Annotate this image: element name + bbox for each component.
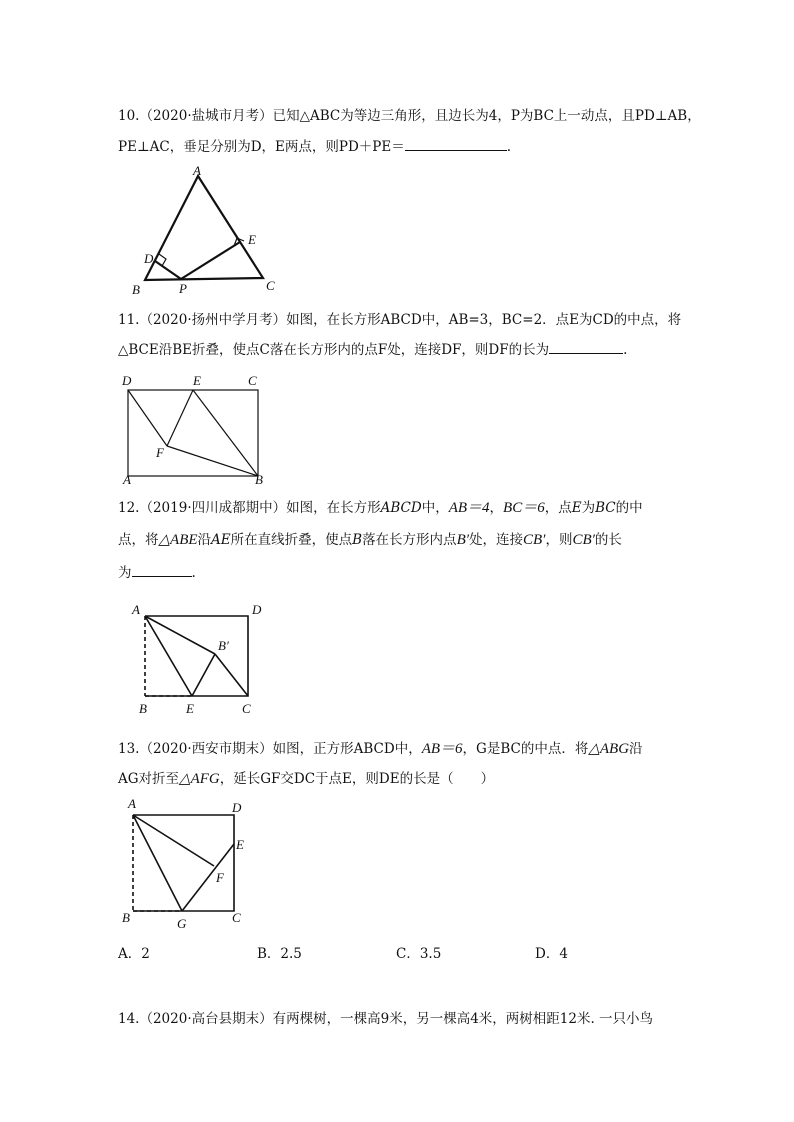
q12-line1-h: 的中 bbox=[615, 500, 643, 516]
q12-text-line1 bbox=[118, 498, 643, 518]
q10-label-d: D bbox=[144, 251, 154, 266]
q13-label-d: D bbox=[232, 800, 242, 815]
q13-line1-c: 沿 bbox=[629, 741, 643, 757]
q13-line1-a: 13.（2020·西安市期末）如图，正方形ABCD中， bbox=[118, 741, 422, 757]
q11-line2-post: . bbox=[623, 342, 628, 358]
q10-line2-pre: PE⊥AC，垂足分别为D，E两点，则PD＋PE＝ bbox=[118, 139, 405, 155]
q13-eq-ab: AB＝6 bbox=[421, 741, 463, 757]
q10-text-line2 bbox=[118, 136, 511, 157]
q12-eq-ab: AB＝4 bbox=[448, 500, 490, 516]
q12-line2-h: ，则 bbox=[545, 532, 573, 548]
q12-rectangle-abcd bbox=[145, 616, 248, 696]
q13-segment-ge bbox=[182, 844, 234, 911]
q11-label-c: C bbox=[248, 373, 257, 388]
q12-figure bbox=[130, 600, 280, 718]
q12-line1-b: ABCD bbox=[380, 500, 422, 516]
q13-tri-abg: △ABG bbox=[588, 741, 630, 757]
q12-cbprime-1: CB′ bbox=[523, 532, 546, 548]
q13-choice-d: D．4 bbox=[535, 946, 568, 962]
q12-line1-e: E bbox=[571, 500, 582, 516]
q10-text-line1: 10.（2020·盐城市月考）已知△ABC为等边三角形，且边长为4，P为BC上一动点，且PD⊥AB， bbox=[118, 108, 701, 124]
q12-tri-abe: △ABE bbox=[158, 532, 198, 548]
q11-figure bbox=[118, 368, 278, 488]
q11-label-b: B bbox=[255, 472, 263, 487]
q11-rectangle-abcd bbox=[128, 390, 258, 476]
q13-tri-afg: △AFG bbox=[179, 771, 220, 787]
q13-line2-b: ，延长GF交DC于点E，则DE的长是（ ） bbox=[219, 771, 495, 787]
q12-text-line3 bbox=[118, 562, 196, 583]
q10-segment-pe bbox=[181, 242, 240, 279]
q12-line2-d: 所在直线折叠，使点 bbox=[230, 532, 353, 548]
q12-line3-pre: 为 bbox=[118, 565, 132, 581]
q12-line2-b: 沿 bbox=[197, 532, 212, 548]
q12-line1-c: 中， bbox=[421, 500, 449, 516]
q12-segment-bprime-e bbox=[192, 654, 215, 696]
q13-choice-a: A．2 bbox=[118, 946, 150, 962]
q11-segment-fe bbox=[167, 390, 193, 446]
q13-choice-b: B．2.5 bbox=[257, 946, 302, 962]
q11-label-f: F bbox=[156, 445, 164, 460]
q12-label-d: D bbox=[252, 602, 262, 617]
q12-line2-i: 的长 bbox=[594, 532, 622, 548]
q12-line1-a: 12.（2019·四川成都期中）如图，在长方形 bbox=[118, 500, 381, 516]
q12-answer-blank bbox=[132, 562, 192, 577]
q11-label-d: D bbox=[122, 373, 132, 388]
q10-answer-blank bbox=[405, 136, 507, 151]
q12-line1-d: ，点 bbox=[544, 500, 572, 516]
q12-label-c: C bbox=[242, 701, 251, 716]
q11-segment-df bbox=[128, 390, 167, 446]
q12-line3-post: . bbox=[191, 565, 196, 581]
q12-line1-f: 为 bbox=[581, 500, 596, 516]
q10-label-b: B bbox=[132, 282, 140, 297]
q12-label-b: B bbox=[139, 701, 147, 716]
q12-label-e: E bbox=[186, 701, 194, 716]
q11-text-line1: 11.（2020·扬州中学月考）如图，在长方形ABCD中，AB=3，BC=2．点E为CD的中点，将 bbox=[118, 312, 682, 328]
q13-text-line2 bbox=[118, 769, 494, 789]
q11-segment-eb bbox=[193, 390, 258, 476]
q13-label-g: G bbox=[177, 916, 187, 931]
q12-sep: ， bbox=[489, 500, 504, 516]
q12-label-a: A bbox=[132, 602, 140, 617]
q12-text-line2 bbox=[118, 530, 622, 550]
q12-line2-c: AE bbox=[211, 532, 231, 548]
q12-line2-e: B bbox=[352, 532, 363, 548]
q12-line1-g: BC bbox=[595, 500, 616, 516]
q13-segment-ag bbox=[133, 815, 182, 911]
q10-label-a: A bbox=[193, 163, 201, 178]
q10-label-c: C bbox=[266, 278, 275, 293]
q12-segment-bprime-c bbox=[215, 654, 248, 696]
q11-segment-fb bbox=[167, 446, 258, 476]
q12-eq-bc: BC＝6 bbox=[503, 500, 545, 516]
q13-label-b: B bbox=[122, 910, 130, 925]
q10-segment-pd bbox=[155, 261, 181, 279]
q13-line1-b: ，G是BC的中点．将 bbox=[462, 741, 589, 757]
q11-answer-blank bbox=[549, 339, 623, 354]
q12-line2-a: 点，将 bbox=[118, 532, 159, 548]
q12-line2-f: 落在长方形内点 bbox=[362, 532, 457, 548]
q13-label-e: E bbox=[236, 837, 244, 852]
q10-label-e: E bbox=[248, 232, 256, 247]
q13-text-line1 bbox=[118, 739, 643, 759]
q13-label-a: A bbox=[128, 796, 136, 811]
q10-label-p: P bbox=[179, 281, 187, 296]
q13-line2-a: AG对折至 bbox=[118, 771, 180, 787]
q12-label-bprime: B′ bbox=[218, 638, 229, 653]
q11-label-a: A bbox=[123, 472, 131, 487]
q13-choice-c: C．3.5 bbox=[396, 946, 442, 962]
q11-label-e: E bbox=[193, 373, 201, 388]
q11-text-line2 bbox=[118, 339, 627, 360]
q12-bprime-1: B′ bbox=[456, 532, 470, 548]
q10-figure bbox=[130, 162, 280, 302]
q10-line2-post: . bbox=[506, 139, 512, 155]
q13-label-f: F bbox=[216, 870, 224, 885]
q13-figure bbox=[118, 796, 268, 932]
q12-line2-g: 处，连接 bbox=[469, 532, 524, 548]
q14-text-line1: 14.（2020·高台县期末）有两棵树，一棵高9米，另一棵高4米，两树相距12米. 一只小鸟 bbox=[118, 1011, 654, 1027]
q11-line2-pre: △BCE沿BE折叠，使点C落在长方形内的点F处，连接DF，则DF的长为 bbox=[118, 342, 550, 358]
q13-label-c: C bbox=[232, 910, 241, 925]
q12-cbprime-2: CB′ bbox=[572, 532, 595, 548]
